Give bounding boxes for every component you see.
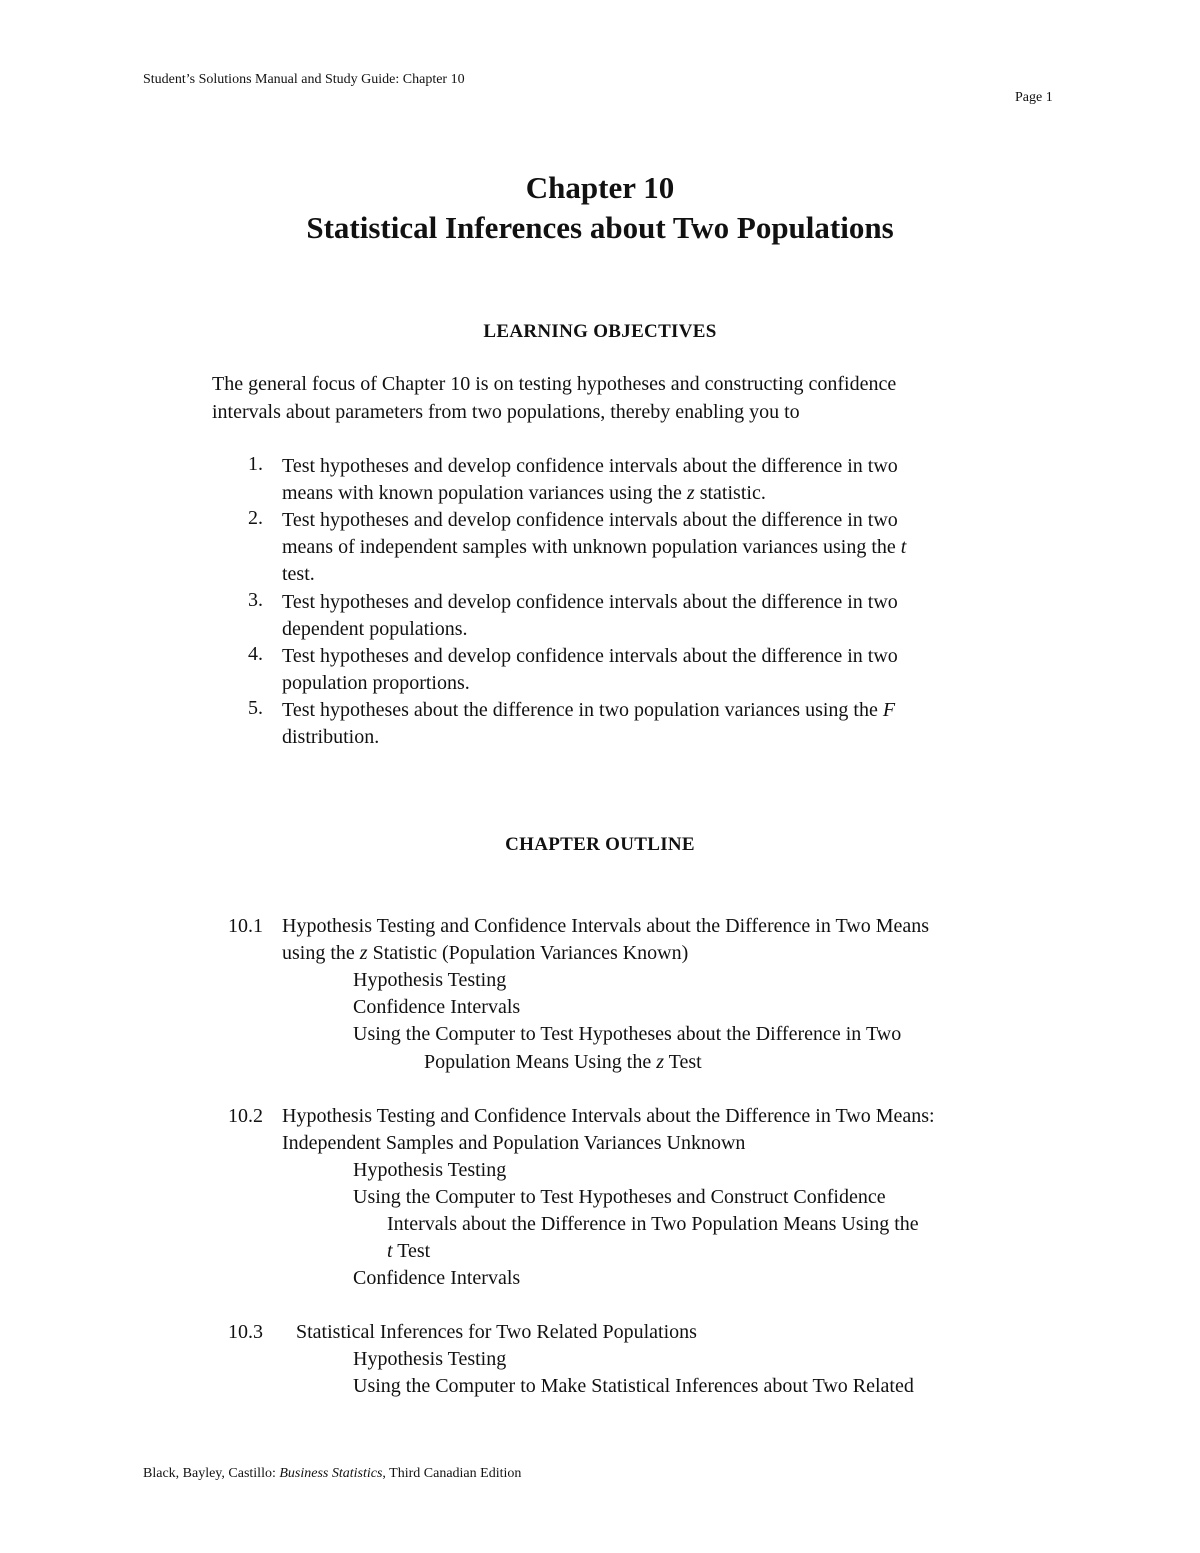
outline-subitem: Using the Computer to Make Statistical Inferences about Two Related	[353, 1375, 914, 1397]
objective-2-line2: means of independent samples with unknown population variances using the t	[282, 536, 907, 558]
outline-10-3-title: Statistical Inferences for Two Related Populations	[296, 1321, 697, 1343]
objective-2-line3: test.	[282, 563, 315, 585]
outline-subitem: Using the Computer to Test Hypotheses about the Difference in Two	[353, 1023, 902, 1045]
outline-subitem: Using the Computer to Test Hypotheses and Construct Confidence	[353, 1186, 886, 1208]
outline-subitem-continued: Intervals about the Difference in Two Population Means Using the	[387, 1213, 919, 1235]
chapter-title: Statistical Inferences about Two Populations	[306, 210, 894, 245]
objective-number: 2.	[248, 507, 263, 529]
objective-5-line2: distribution.	[282, 726, 380, 748]
chapter-outline-heading: CHAPTER OUTLINE	[505, 834, 695, 855]
objective-5-line1: Test hypotheses about the difference in two population variances using the F	[282, 699, 896, 721]
outline-subitem-continued: Population Means Using the z Test	[424, 1051, 702, 1073]
chapter-number: Chapter 10	[525, 170, 675, 205]
outline-subitem: Hypothesis Testing	[353, 969, 507, 991]
objective-4-line1: Test hypotheses and develop confidence intervals about the difference in two	[282, 645, 898, 667]
outline-subitem: Confidence Intervals	[353, 996, 521, 1018]
running-header: Student’s Solutions Manual and Study Guide: Chapter 10	[143, 72, 465, 87]
objective-number: 5.	[248, 697, 263, 719]
objective-number: 1.	[248, 453, 263, 475]
page-number: Page 1	[1015, 90, 1053, 105]
objectives-intro-line2: intervals about parameters from two populations, thereby enabling you to	[212, 401, 800, 423]
objective-4-line2: population proportions.	[282, 672, 470, 694]
outline-subitem: Hypothesis Testing	[353, 1348, 507, 1370]
outline-10-1-title-line1: Hypothesis Testing and Confidence Intervals about the Difference in Two Means	[282, 915, 930, 937]
outline-10-2-title-line1: Hypothesis Testing and Confidence Intervals about the Difference in Two Means:	[282, 1105, 935, 1127]
learning-objectives-heading: LEARNING OBJECTIVES	[483, 321, 717, 342]
outline-section-number: 10.2	[228, 1105, 263, 1127]
objective-number: 4.	[248, 643, 263, 665]
outline-section-number: 10.3	[228, 1321, 263, 1343]
objective-3-line1: Test hypotheses and develop confidence intervals about the difference in two	[282, 591, 898, 613]
outline-subitem: Hypothesis Testing	[353, 1159, 507, 1181]
objective-3-line2: dependent populations.	[282, 618, 468, 640]
objective-number: 3.	[248, 589, 263, 611]
objective-1-line2: means with known population variances using the z statistic.	[282, 482, 766, 504]
outline-subitem-continued: t Test	[387, 1240, 431, 1262]
outline-10-2-title-line2: Independent Samples and Population Variances Unknown	[282, 1132, 746, 1154]
running-footer: Black, Bayley, Castillo: Business Statistics, Third Canadian Edition	[143, 1466, 522, 1481]
objectives-intro-line1: The general focus of Chapter 10 is on testing hypotheses and constructing confidence	[212, 373, 897, 395]
objective-2-line1: Test hypotheses and develop confidence intervals about the difference in two	[282, 509, 898, 531]
outline-section-number: 10.1	[228, 915, 263, 937]
outline-subitem: Confidence Intervals	[353, 1267, 521, 1289]
objective-1-line1: Test hypotheses and develop confidence intervals about the difference in two	[282, 455, 898, 477]
outline-10-1-title-line2: using the z Statistic (Population Variances Known)	[282, 942, 689, 964]
